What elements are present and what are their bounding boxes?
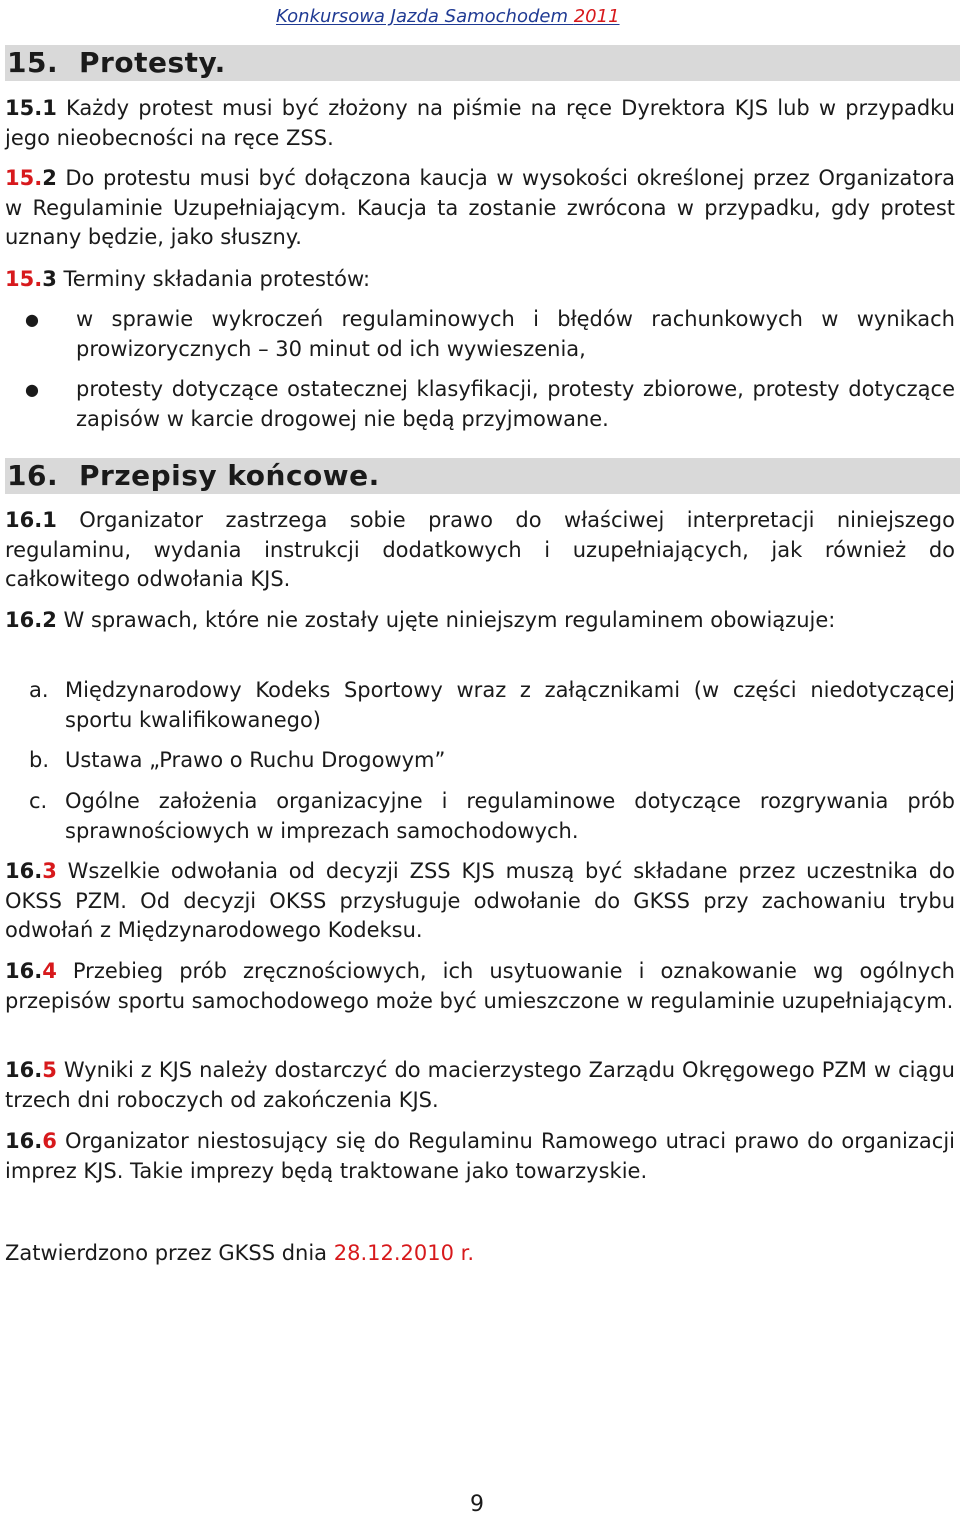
header-title: Konkursowa Jazda Samochodem bbox=[276, 6, 574, 27]
section-16-title: Przepisy końcowe. bbox=[79, 459, 380, 492]
bullet-dot-icon: ● bbox=[25, 380, 39, 399]
paragraph-number: 16.2 bbox=[5, 608, 57, 632]
list-letter: b. bbox=[29, 748, 50, 772]
paragraph-number: 16.5 bbox=[5, 1058, 57, 1082]
paragraph-15-1 bbox=[5, 94, 955, 153]
paragraph-number: 16.3 bbox=[5, 859, 57, 883]
paragraph-text: Terminy składania protestów: bbox=[63, 267, 371, 291]
paragraph-text: W sprawach, które nie zostały ujęte niniejszym regulaminem obowiązuje: bbox=[63, 608, 836, 632]
bullet-item bbox=[5, 305, 955, 364]
paragraph-16-5 bbox=[5, 1056, 955, 1115]
list-item-c bbox=[29, 787, 955, 846]
bullet-dot-icon: ● bbox=[25, 310, 39, 329]
paragraph-text: Przebieg prób zręcznościowych, ich usytuowanie i oznakowanie wg ogólnych przepisów sportu samochodowego może być umieszczone w regulaminie uzupełniającym. bbox=[5, 959, 955, 1013]
section-16-number: 16. bbox=[7, 459, 59, 492]
list-text: Międzynarodowy Kodeks Sportowy wraz z załącznikami (w części niedotyczącej sportu kwalifikowanego) bbox=[65, 678, 955, 732]
paragraph-text: Do protestu musi być dołączona kaucja w wysokości określonej przez Organizatora w Regulaminie Uzupełniającym. Kaucja ta zostanie zwrócona w przypadku, gdy protest uznany będzie, jako słuszny. bbox=[5, 166, 955, 249]
approval-line bbox=[5, 1241, 474, 1265]
bullet-text: w sprawie wykroczeń regulaminowych i błędów rachunkowych w wynikach prowizorycznych – 30 minut od ich wywieszenia, bbox=[76, 307, 955, 361]
list-item-b bbox=[29, 746, 955, 776]
paragraph-number: 15.2 bbox=[5, 166, 57, 190]
paragraph-text: Organizator niestosujący się do Regulaminu Ramowego utraci prawo do organizacji imprez KJS. Takie imprezy będą traktowane jako towarzyskie. bbox=[5, 1129, 955, 1183]
paragraph-16-2 bbox=[5, 606, 955, 636]
list-letter: c. bbox=[29, 789, 48, 813]
paragraph-text: Wszelkie odwołania od decyzji ZSS KJS muszą być składane przez uczestnika do OKSS PZM. Od decyzji OKSS przysługuje odwołanie do GKSS przy zachowaniu trybu odwołań z Międzynarodowego Kodeksu. bbox=[5, 859, 955, 942]
paragraph-number: 15.1 bbox=[5, 96, 57, 120]
list-text: Ustawa „Prawo o Ruchu Drogowym” bbox=[65, 748, 446, 772]
paragraph-text: Każdy protest musi być złożony na piśmie na ręce Dyrektora KJS lub w przypadku jego nieobecności na ręce ZSS. bbox=[5, 96, 955, 150]
paragraph-number: 16.4 bbox=[5, 959, 57, 983]
page-number: 9 bbox=[470, 1492, 484, 1517]
bullet-text: protesty dotyczące ostatecznej klasyfikacji, protesty zbiorowe, protesty dotyczące zapisów w karcie drogowej nie będą przyjmowane. bbox=[76, 377, 955, 431]
paragraph-text: Organizator zastrzega sobie prawo do właściwej interpretacji niniejszego regulaminu, wydania instrukcji dodatkowych i uzupełniających, jak również do całkowitego odwołania KJS. bbox=[5, 508, 955, 591]
paragraph-16-1 bbox=[5, 506, 955, 595]
list-item-a bbox=[29, 676, 955, 735]
paragraph-16-6 bbox=[5, 1127, 955, 1186]
section-16-heading bbox=[5, 458, 960, 494]
paragraph-15-2 bbox=[5, 164, 955, 253]
list-text: Ogólne założenia organizacyjne i regulaminowe dotyczące rozgrywania prób sprawnościowych w imprezach samochodowych. bbox=[65, 789, 955, 843]
paragraph-text: Wyniki z KJS należy dostarczyć do macierzystego Zarządu Okręgowego PZM w ciągu trzech dni roboczych od zakończenia KJS. bbox=[5, 1058, 955, 1112]
running-header bbox=[276, 6, 620, 27]
paragraph-number: 15.3 bbox=[5, 267, 57, 291]
paragraph-number: 16.1 bbox=[5, 508, 57, 532]
paragraph-16-4 bbox=[5, 957, 955, 1016]
header-year: 2011 bbox=[573, 6, 620, 27]
section-15-number: 15. bbox=[7, 46, 59, 79]
bullet-item bbox=[5, 375, 955, 434]
paragraph-15-3 bbox=[5, 265, 955, 295]
approval-text: Zatwierdzono przez GKSS dnia bbox=[5, 1241, 334, 1265]
paragraph-16-3 bbox=[5, 857, 955, 946]
section-15-title: Protesty. bbox=[79, 46, 226, 79]
paragraph-number: 16.6 bbox=[5, 1129, 57, 1153]
approval-date: 28.12.2010 r. bbox=[333, 1241, 475, 1265]
list-letter: a. bbox=[29, 678, 49, 702]
section-15-heading bbox=[5, 45, 960, 81]
